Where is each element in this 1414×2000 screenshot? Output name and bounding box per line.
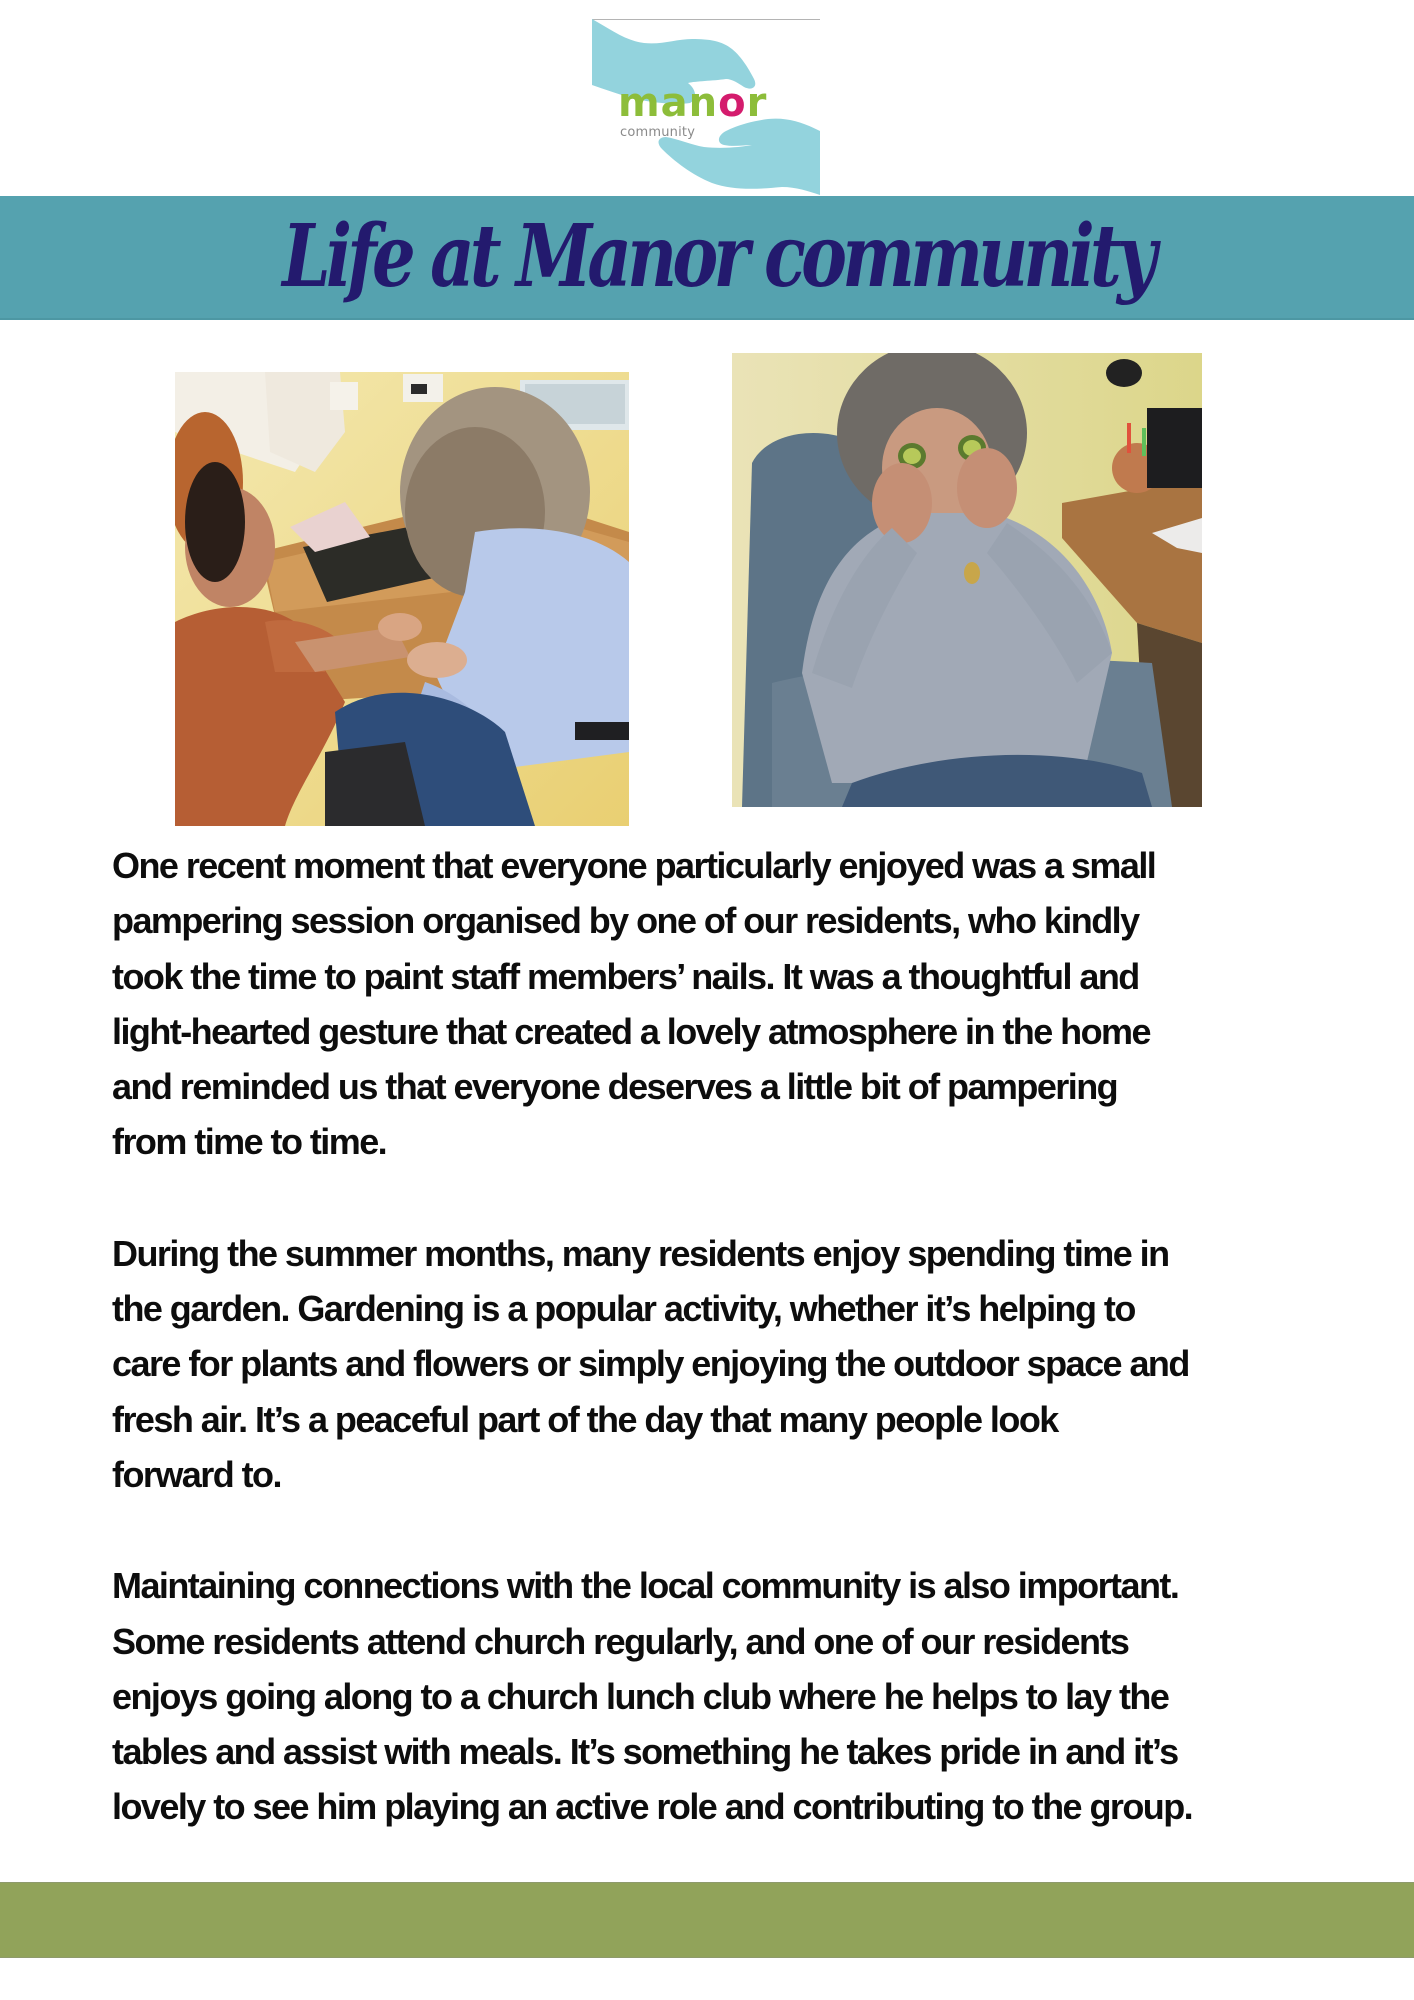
logo-wordmark <box>618 80 768 126</box>
footer-band <box>0 1882 1414 1958</box>
text-line: and reminded us that everyone deserves a little bit of pampering <box>112 1066 1118 1108</box>
article-body <box>112 838 1322 1891</box>
text-line: fresh air. It’s a peaceful part of the day that many people look <box>112 1398 1058 1440</box>
text-line: pampering session organised by one of our residents, who kindly <box>112 900 1139 942</box>
photo-cucumber-relaxation <box>732 353 1202 807</box>
paragraph-community-connections <box>112 1558 1322 1834</box>
logo-subtitle: community <box>620 125 696 140</box>
photo-nail-painting <box>175 372 629 826</box>
text-line: from time to time. <box>112 1121 387 1163</box>
text-line: the garden. Gardening is a popular activity, whether it’s helping to <box>112 1288 1135 1330</box>
text-line: One recent moment that everyone particularly enjoyed was a small <box>112 845 1156 886</box>
text-line: Some residents attend church regularly, and one of our residents <box>112 1620 1129 1662</box>
text-line: Maintaining connections with the local community is also important. <box>112 1565 1179 1607</box>
manor-community-logo <box>592 19 820 195</box>
text-line: forward to. <box>112 1453 281 1495</box>
text-line: enjoys going along to a church lunch club where he helps to lay the <box>112 1675 1169 1717</box>
text-line: care for plants and flowers or simply enjoying the outdoor space and <box>112 1343 1189 1385</box>
logo-word-accent: o <box>718 80 747 126</box>
text-line: During the summer months, many residents enjoy spending time in <box>112 1232 1169 1274</box>
text-line: tables and assist with meals. It’s something he takes pride in and it’s <box>112 1731 1178 1773</box>
paragraph-pampering-session <box>112 838 1322 1170</box>
text-line: lovely to see him playing an active role and contributing to the group. <box>112 1786 1193 1828</box>
text-line: took the time to paint staff members’ nails. It was a thoughtful and <box>112 955 1139 997</box>
title-banner <box>0 196 1414 320</box>
page-title: Life at Manor community <box>282 206 1153 307</box>
logo-word-suffix: r <box>746 80 768 126</box>
paragraph-gardening <box>112 1226 1322 1502</box>
logo-word-prefix: man <box>618 80 719 126</box>
text-line: light-hearted gesture that created a lovely atmosphere in the home <box>112 1010 1150 1052</box>
